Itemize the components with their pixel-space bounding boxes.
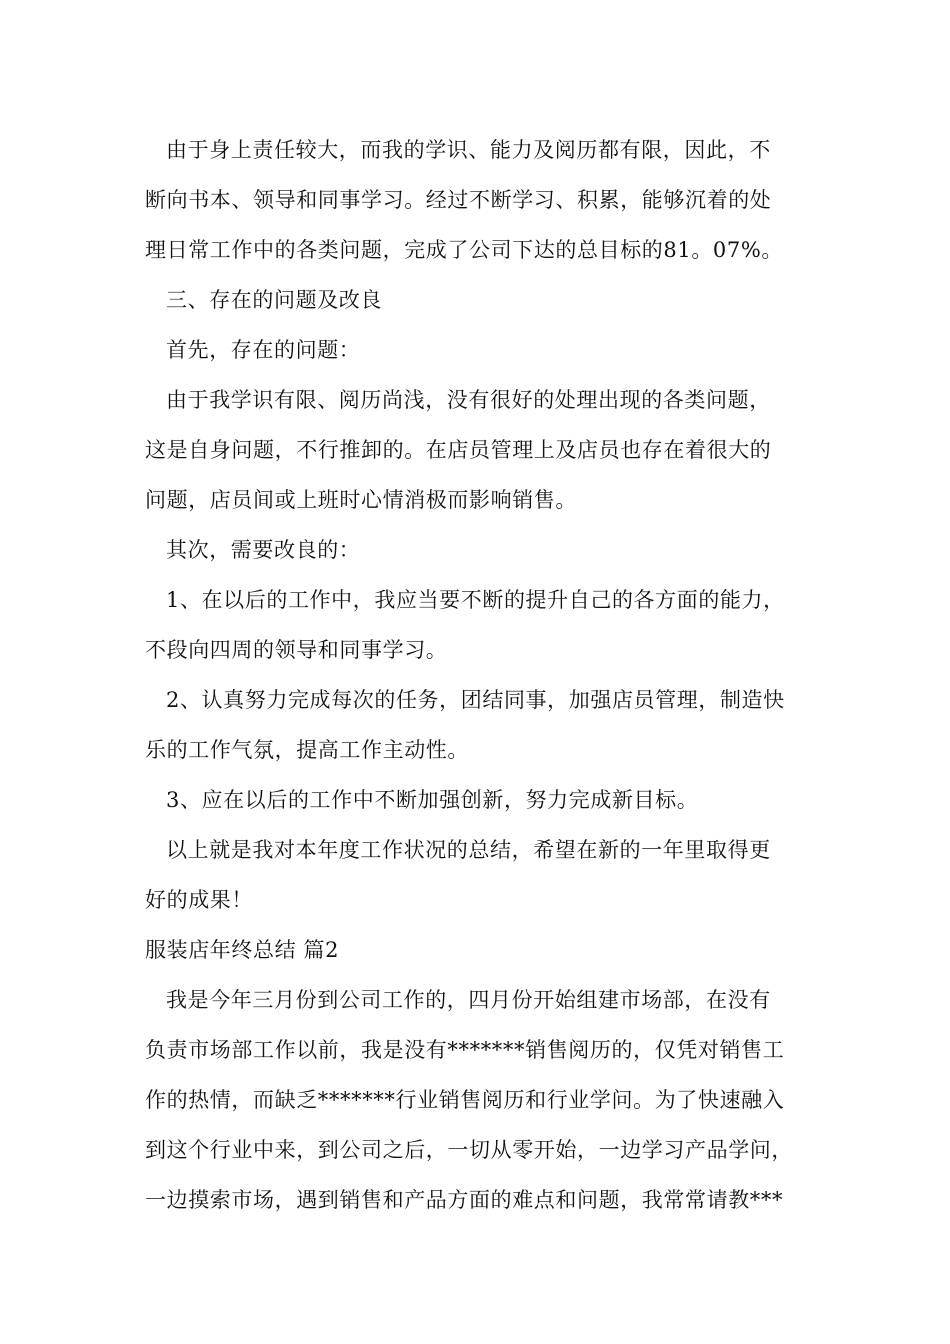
paragraph-line: 以上就是我对本年度工作状况的总结，希望在新的一年里取得更 [166,838,771,862]
list-item-line: 3、应在以后的工作中不断加强创新，努力完成新目标。 [166,788,699,812]
list-item-line: 2、认真努力完成每次的任务，团结同事，加强店员管理，制造快 [166,688,785,712]
paragraph-line: 断向书本、领导和同事学习。经过不断学习、积累，能够沉着的处 [145,188,772,212]
list-item-line: 1、在以后的工作中，我应当要不断的提升自己的各方面的能力， [166,588,785,612]
subheading: 其次，需要改良的： [166,538,361,562]
paragraph-line: 我是今年三月份到公司工作的，四月份开始组建市场部，在没有 [166,988,771,1012]
paragraph-line: 作的热情，而缺乏*******行业销售阅历和行业学问。为了快速融入 [145,1088,785,1112]
paragraph-line: 问题，店员间或上班时心情消极而影响销售。 [145,488,577,512]
paragraph-line: 理日常工作中的各类问题，完成了公司下达的总目标的81。07%。 [145,238,783,262]
paragraph-line: 由于身上责任较大，而我的学识、能力及阅历都有限，因此，不 [166,138,771,162]
paragraph-line: 好的成果！ [145,888,253,912]
paragraph-line: 一边摸索市场，遇到销售和产品方面的难点和问题，我常常请教*** [145,1188,784,1212]
paragraph-line: 负责市场部工作以前，我是没有*******销售阅历的，仅凭对销售工 [145,1038,785,1062]
subheading: 首先，存在的问题： [166,338,361,362]
list-item-line: 不段向四周的领导和同事学习。 [145,638,448,662]
paragraph-line: 到这个行业中来，到公司之后，一切从零开始，一边学习产品学问， [145,1138,793,1162]
document-title: 服装店年终总结 篇2 [145,938,340,962]
list-item-line: 乐的工作气氛，提高工作主动性。 [145,738,469,762]
section-heading: 三、存在的问题及改良 [166,288,382,312]
paragraph-line: 这是自身问题，不行推卸的。在店员管理上及店员也存在着很大的 [145,438,772,462]
paragraph-line: 由于我学识有限、阅历尚浅，没有很好的处理出现的各类问题， [166,388,771,412]
